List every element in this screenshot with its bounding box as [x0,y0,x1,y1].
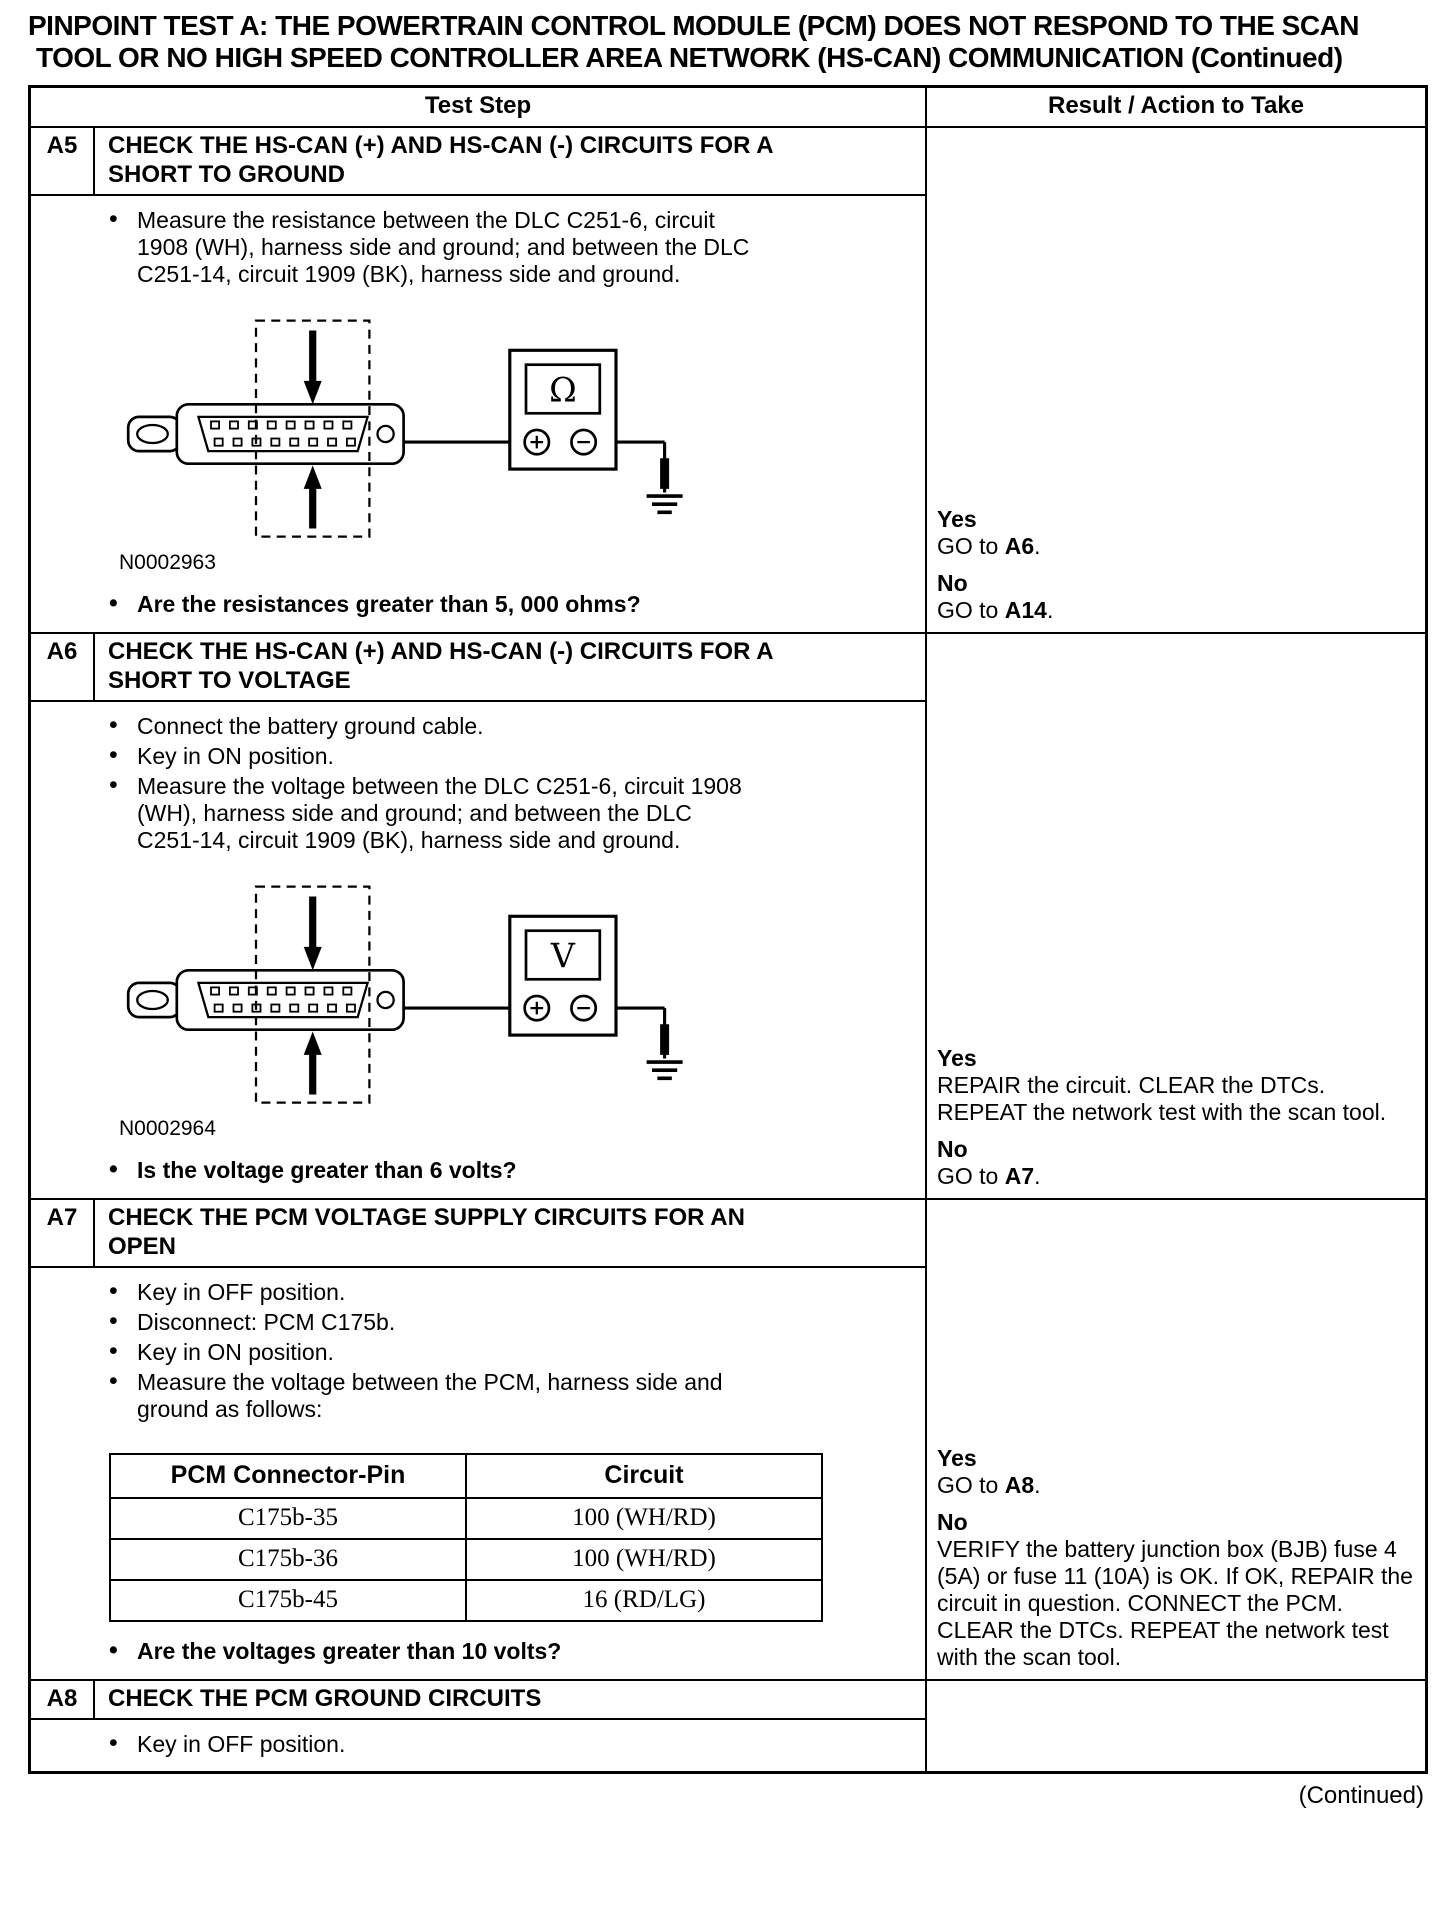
test-step-a6-left [31,634,925,1198]
multimeter [510,916,616,1035]
instruction-list [103,1279,758,1423]
pcm-pin-table [109,1453,823,1622]
result-cell-a6 [925,634,1425,1198]
result-no [937,1509,1415,1671]
instruction-list [103,1731,758,1758]
column-header-result: Result / Action to Take [925,88,1425,126]
pin-table-header-row [110,1454,822,1498]
test-step-a5-left [31,128,925,632]
pin-table-row [110,1539,822,1580]
action-text: GO to [937,596,1005,623]
instruction-item: • Measure the voltage between the DLC C251-6, circuit 1908 (WH), harness side and ground; and between the DLC C251-14, circuit 1909 (BK), harness side and ground. [103,773,758,854]
probe-arrow-down [304,330,322,404]
pin-cell: C175b-36 [110,1539,466,1580]
ground-symbol [647,458,683,512]
minus-terminal [571,430,595,454]
instruction-item: • Measure the voltage between the PCM, harness side and ground as follows: [103,1369,758,1423]
step-content [31,1720,925,1771]
step-question: • Are the resistances greater than 5, 000 ohms? [103,591,758,618]
resistance-measurement-diagram [121,316,706,543]
instruction-item: • Measure the resistance between the DLC C251-6, circuit 1908 (WH), harness side and ground; and between the DLC C251-14, circuit 1909 (BK), harness side and ground. [103,207,758,288]
circuit-cell: 16 (RD/LG) [466,1580,822,1621]
instruction-item: • Key in OFF position. [103,1279,758,1306]
step-title-row [31,1681,925,1720]
question-list [103,591,758,618]
action-text: VERIFY the battery junction box (BJB) fuse 4 (5A) or fuse 11 (10A) is OK. If OK, REPAIR the circuit in question. CONNECT the PCM. CLEAR the DTCs. REPEAT the network test with the scan tool. [937,1535,1413,1670]
action-text: GO to [937,1162,1005,1189]
result-action [937,1536,1415,1671]
probe-arrow-up [304,465,322,528]
action-text: GO to [937,1471,1005,1498]
instruction-list [103,713,758,854]
probe-arrow-up [304,1031,322,1094]
page-title-line2: TOOL OR NO HIGH SPEED CONTROLLER AREA NETWORK (HS-CAN) COMMUNICATION (Continued) [36,42,1343,74]
dlc-connector [128,970,403,1029]
pinpoint-test-table [28,85,1428,1774]
question-list [103,1638,758,1665]
volt-meter-symbol: V [550,936,575,976]
result-yes [937,1445,1415,1499]
result-yes [937,506,1415,560]
step-title: CHECK THE PCM GROUND CIRCUITS [108,1684,542,1712]
action-text-end: . [1034,532,1041,559]
step-id: A8 [31,1681,95,1718]
result-cell-a8 [925,1681,1425,1771]
instruction-item: • Key in OFF position. [103,1731,758,1758]
action-text: REPAIR the circuit. CLEAR the DTCs. REPEAT the network test with the scan tool. [937,1071,1387,1125]
step-id: A6 [31,634,95,700]
action-step-ref: A6 [1004,532,1035,559]
result-action [937,597,1415,624]
result-action [937,533,1415,560]
pin-cell: C175b-35 [110,1498,466,1539]
result-label: Yes [937,505,977,532]
plus-terminal [525,430,549,454]
instruction-item: • Disconnect: PCM C175b. [103,1309,758,1336]
pin-table-header-pin: PCM Connector-Pin [110,1454,466,1498]
instruction-item: • Key in ON position. [103,743,758,770]
step-question: • Is the voltage greater than 6 volts? [103,1157,758,1184]
step-title: CHECK THE PCM VOLTAGE SUPPLY CIRCUITS FOR AN OPEN [108,1203,745,1260]
ground-symbol [647,1024,683,1078]
column-header-test-step: Test Step [424,91,532,119]
action-text-end: . [1046,596,1054,623]
result-label: No [937,569,968,596]
instruction-item: • Key in ON position. [103,1339,758,1366]
step-title: CHECK THE HS-CAN (+) AND HS-CAN (-) CIRCUITS FOR A SHORT TO GROUND [108,131,773,188]
circuit-cell: 100 (WH/RD) [466,1539,822,1580]
result-no [937,570,1415,624]
pin-cell: C175b-45 [110,1580,466,1621]
result-yes [937,1045,1415,1126]
instruction-item: • Connect the battery ground cable. [103,713,758,740]
minus-terminal [571,996,595,1020]
page-title [28,10,1428,75]
pin-table-row [110,1580,822,1621]
figure-a5 [121,316,913,543]
result-label: Yes [937,1444,977,1471]
figure-number: N0002964 [119,1116,216,1140]
step-title-row [31,634,925,702]
result-cell-a7 [925,1200,1425,1679]
multimeter [510,350,616,469]
page-title-line1: PINPOINT TEST A: THE POWERTRAIN CONTROL MODULE (PCM) DOES NOT RESPOND TO THE SCAN [28,10,1360,41]
screw-hole [378,992,394,1008]
step-content [31,1268,925,1679]
step-title-row [31,128,925,196]
action-step-ref: A14 [1004,596,1047,623]
probe-arrow-down [304,896,322,970]
plus-terminal [525,996,549,1020]
dlc-connector [128,404,403,463]
test-step-a7-left [31,1200,925,1679]
step-id: A7 [31,1200,95,1266]
ohm-meter-symbol: Ω [549,370,577,410]
pin-table-row [110,1498,822,1539]
step-question: • Are the voltages greater than 10 volts? [103,1638,758,1665]
result-label: No [937,1135,968,1162]
test-step-a6 [31,632,1425,1198]
test-step-a8-left [31,1681,925,1771]
test-step-a8 [31,1679,1425,1771]
pin-table-header-circuit: Circuit [466,1454,822,1498]
result-action [937,1163,1415,1190]
result-action [937,1072,1415,1126]
action-text-end: . [1034,1471,1041,1498]
step-title-row [31,1200,925,1268]
action-text-end: . [1034,1162,1041,1189]
result-label: Yes [937,1044,977,1071]
action-step-ref: A7 [1004,1162,1035,1189]
action-text: GO to [937,532,1005,559]
action-step-ref: A8 [1004,1471,1035,1498]
result-no [937,1136,1415,1190]
step-title: CHECK THE HS-CAN (+) AND HS-CAN (-) CIRCUITS FOR A SHORT TO VOLTAGE [108,637,773,694]
voltage-measurement-diagram [121,882,706,1109]
step-id: A5 [31,128,95,194]
result-action [937,1472,1415,1499]
screw-hole [378,426,394,442]
circuit-cell: 100 (WH/RD) [466,1498,822,1539]
result-label: No [937,1508,968,1535]
instruction-list [103,207,758,288]
step-content [31,196,925,632]
question-list [103,1157,758,1184]
result-cell-a5 [925,128,1425,632]
figure-number: N0002963 [119,550,216,574]
step-content [31,702,925,1198]
continued-note: (Continued) [1298,1781,1424,1809]
figure-a6 [121,882,913,1109]
test-step-a7 [31,1198,1425,1679]
test-step-a5 [31,126,1425,632]
table-header-row [31,88,1425,126]
